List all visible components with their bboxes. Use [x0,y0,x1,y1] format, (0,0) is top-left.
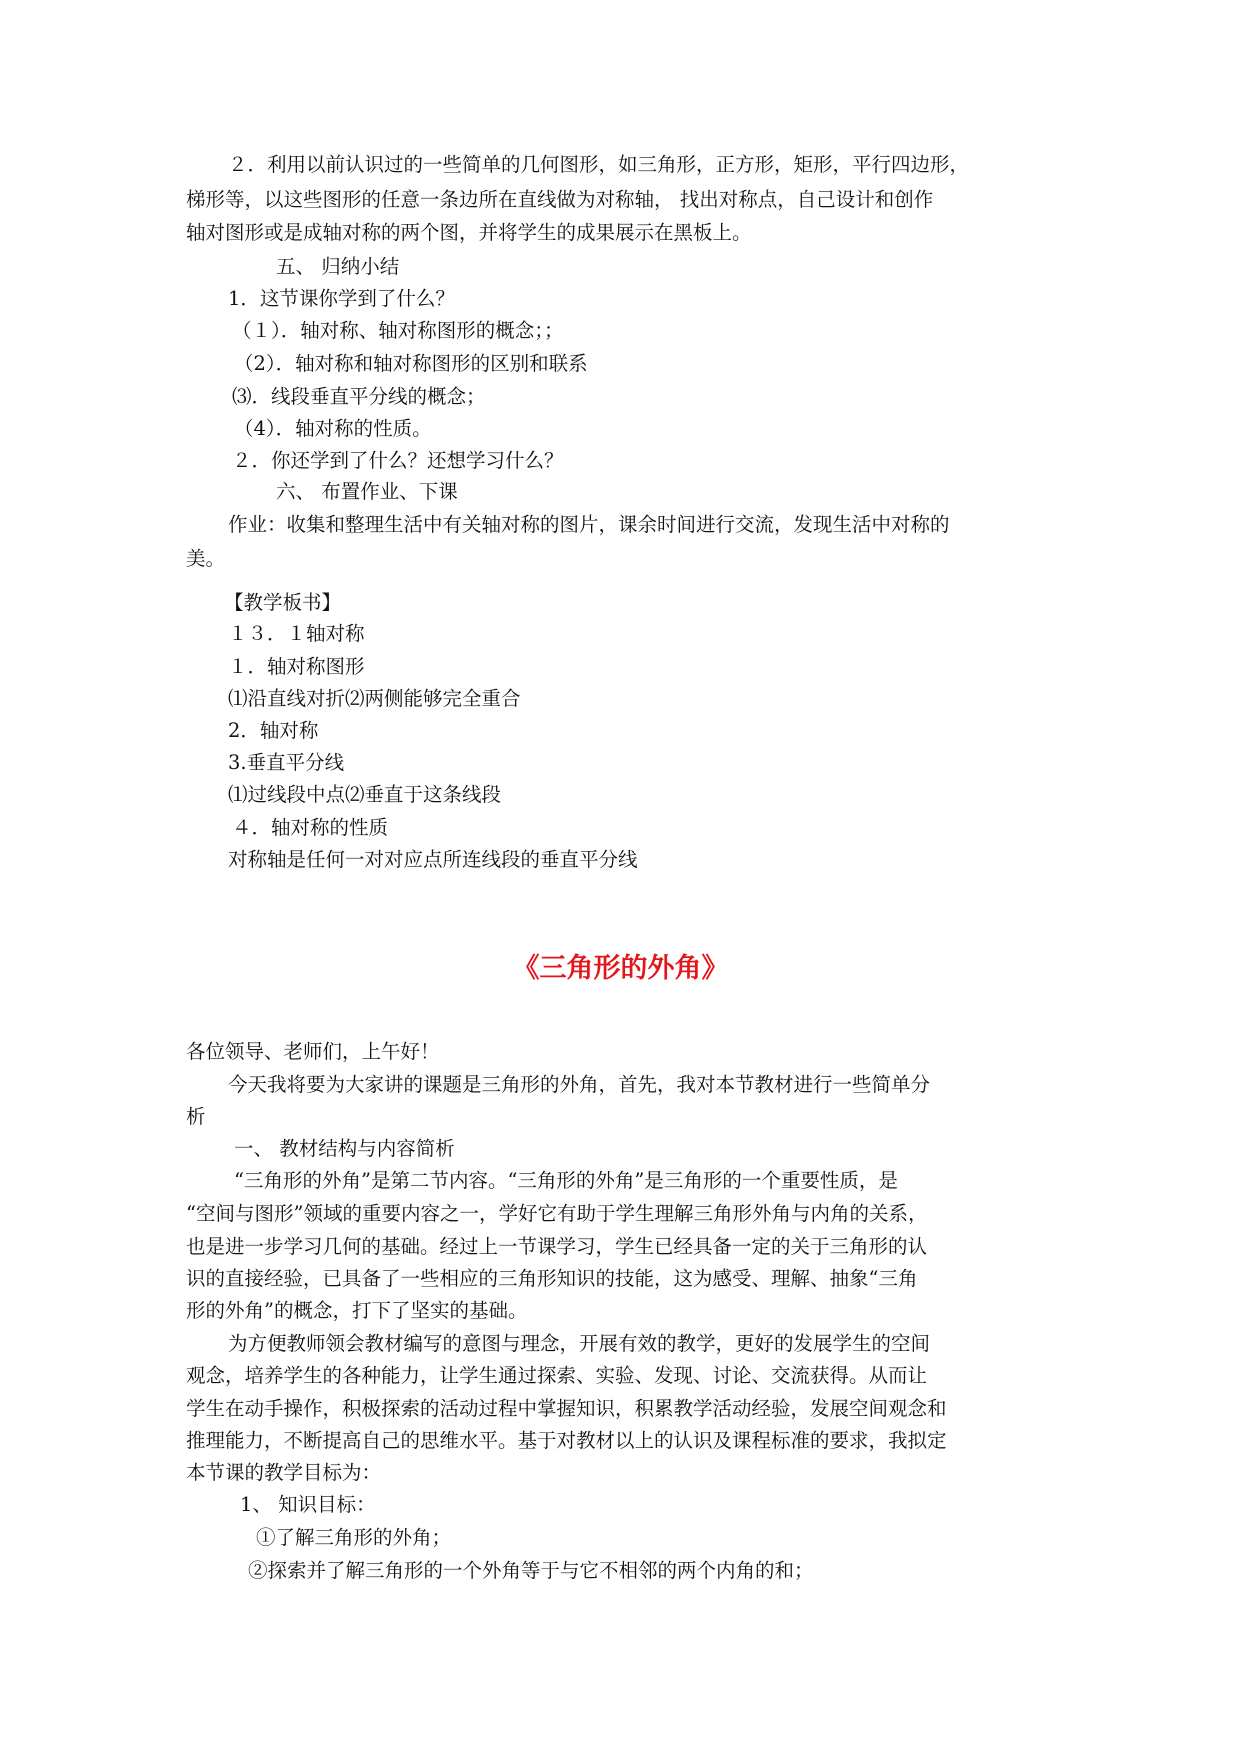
paragraph-line: 观念，培养学生的各种能力，让学生通过探索、实验、发现、讨论、交流获得。从而让 [186,1364,928,1387]
paragraph-line: ２．利用以前认识过的一些简单的几何图形，如三角形，正方形，矩形，平行四边形， [228,153,970,176]
board-line: ⑴过线段中点⑵垂直于这条线段 [228,783,502,806]
list-item: ２．你还学到了什么？还想学习什么？ [232,449,564,472]
list-item: （１）．轴对称、轴对称图形的概念；； [232,319,564,342]
paragraph-line: 轴对图形或是成轴对称的两个图，并将学生的成果展示在黑板上。 [186,221,752,244]
section-heading: 1、 知识目标： [240,1493,376,1516]
board-line: 2．轴对称 [228,719,319,742]
section-heading: 五、 归纳小结 [276,255,400,278]
board-line: 对称轴是任何一对对应点所连线段的垂直平分线 [228,848,638,871]
paragraph-line: 学生在动手操作，积极探索的活动过程中掌握知识，积累教学活动经验，发展空间观念和 [186,1397,947,1420]
board-line: 3.垂直平分线 [228,751,345,774]
board-line: １．轴对称图形 [228,655,365,678]
list-item: （2）．轴对称和轴对称图形的区别和联系 [234,352,588,375]
list-item: 1．这节课你学到了什么？ [228,287,455,310]
paragraph-line: 美。 [186,547,226,570]
paragraph-line: 本节课的教学目标为： [186,1461,382,1484]
greeting: 各位领导、老师们，上午好！ [186,1040,440,1063]
section-heading: 一、 教材结构与内容简析 [234,1137,455,1160]
paragraph-line: 作业：收集和整理生活中有关轴对称的图片，课余时间进行交流，发现生活中对称的 [228,513,950,536]
board-line: １３．１轴对称 [228,622,365,645]
paragraph-line: “空间与图形”领域的重要内容之一，学好它有助于学生理解三角形外角与内角的关系， [186,1202,928,1225]
list-item: ⑶．线段垂直平分线的概念； [232,385,486,408]
document-title: 《三角形的外角》 [512,953,729,984]
list-item: ②探索并了解三角形的一个外角等于与它不相邻的两个内角的和； [248,1559,814,1582]
paragraph-line: 形的外角”的概念，打下了坚实的基础。 [186,1299,528,1322]
paragraph-line: 也是进一步学习几何的基础。经过上一节课学习，学生已经具备一定的关于三角形的认 [186,1235,928,1258]
section-heading: 六、 布置作业、下课 [276,480,458,503]
paragraph-line: 梯形等，以这些图形的任意一条边所在直线做为对称轴， 找出对称点，自己设计和创作 [186,188,934,211]
paragraph-line: 析 [186,1105,206,1128]
paragraph-line: 今天我将要为大家讲的课题是三角形的外角，首先，我对本节教材进行一些简单分 [228,1073,931,1096]
board-line: ⑴沿直线对折⑵两侧能够完全重合 [228,687,521,710]
paragraph-line: 识的直接经验，已具备了一些相应的三角形知识的技能，这为感受、理解、抽象“三角 [186,1267,918,1290]
paragraph-line: “三角形的外角”是第二节内容。“三角形的外角”是三角形的一个重要性质，是 [234,1169,898,1192]
list-item: ①了解三角形的外角； [256,1526,452,1549]
board-line: ４．轴对称的性质 [232,816,389,839]
paragraph-line: 为方便教师领会教材编写的意图与理念，开展有效的教学，更好的发展学生的空间 [228,1332,931,1355]
paragraph-line: 推理能力，不断提高自己的思维水平。基于对教材以上的认识及课程标准的要求，我拟定 [186,1429,947,1452]
board-heading: 【教学板书】 [224,591,342,614]
list-item: （4）．轴对称的性质。 [234,417,432,440]
